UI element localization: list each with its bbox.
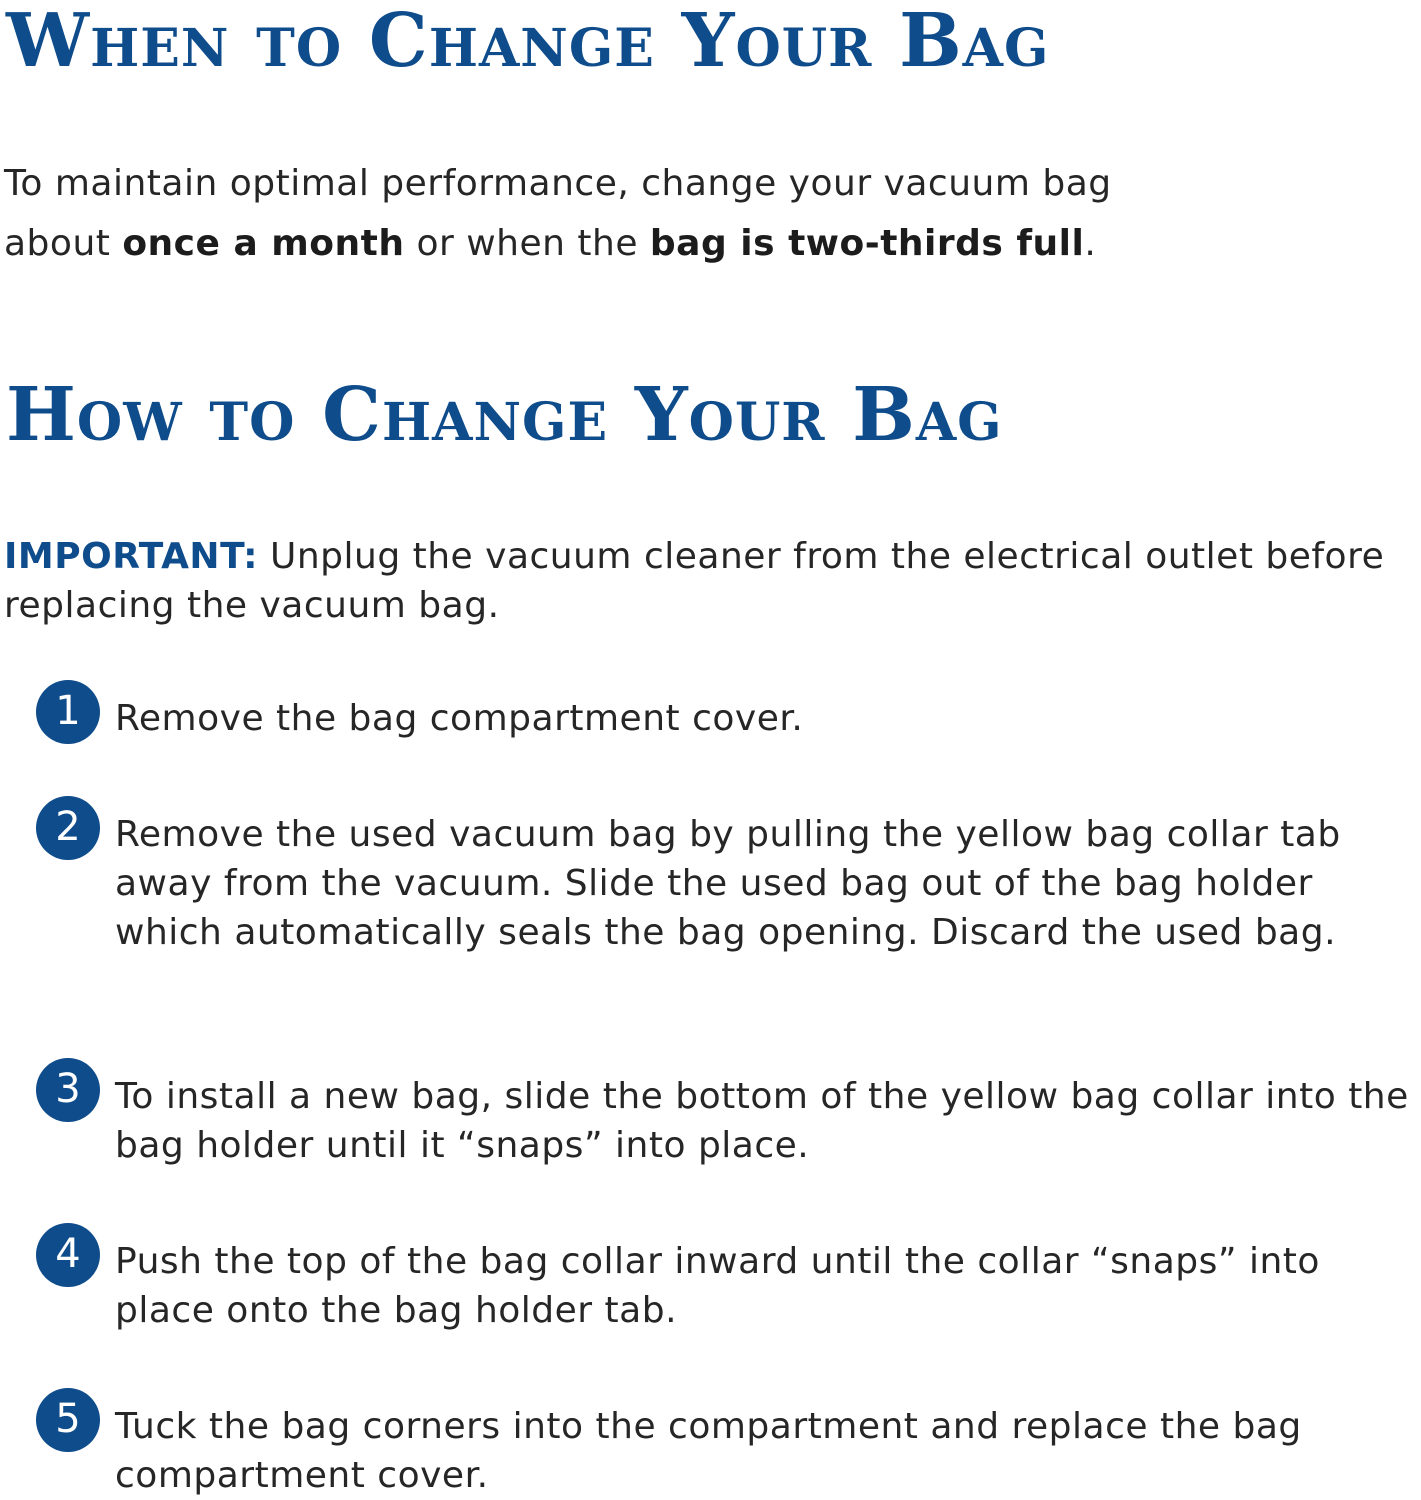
intro-bold-two-thirds: bag is two-thirds full bbox=[649, 223, 1085, 264]
step-number-badge: 4 bbox=[36, 1223, 100, 1287]
step-text: To install a new bag, slide the bottom of the yellow bag collar into the bag holder until it “snaps” into place. bbox=[115, 1076, 1409, 1166]
important-text: Unplug the vacuum cleaner from the electrical outlet before replacing the vacuum bag. bbox=[4, 536, 1385, 626]
step-text: Remove the bag compartment cover. bbox=[115, 698, 804, 739]
intro-line1: To maintain optimal performance, change your vacuum bag bbox=[4, 163, 1112, 204]
intro-line2-prefix: about bbox=[4, 223, 123, 264]
intro-paragraph bbox=[4, 154, 1404, 274]
important-label: IMPORTANT: bbox=[4, 536, 259, 577]
step-number-badge: 5 bbox=[36, 1388, 100, 1452]
how-to-change-heading: How to Change Your Bag bbox=[6, 372, 1003, 458]
intro-bold-once-a-month: once a month bbox=[122, 223, 405, 264]
when-to-change-heading: When to Change Your Bag bbox=[6, 0, 1050, 84]
step-number-badge: 1 bbox=[36, 680, 100, 744]
step-text: Tuck the bag corners into the compartment and replace the bag compartment cover. bbox=[115, 1406, 1302, 1496]
intro-line2-mid: or when the bbox=[404, 223, 650, 264]
intro-line2-suffix: . bbox=[1084, 223, 1097, 264]
step-number-badge: 3 bbox=[36, 1058, 100, 1122]
step-text: Remove the used vacuum bag by pulling the yellow bag collar tab away from the vacuum. Slide the used bag out of the bag holder which automatically seals the bag opening. Discard the used bag. bbox=[115, 814, 1341, 953]
important-notice bbox=[4, 532, 1414, 630]
step-text: Push the top of the bag collar inward until the collar “snaps” into place onto the bag holder tab. bbox=[115, 1241, 1320, 1331]
step-number-badge: 2 bbox=[36, 796, 100, 860]
